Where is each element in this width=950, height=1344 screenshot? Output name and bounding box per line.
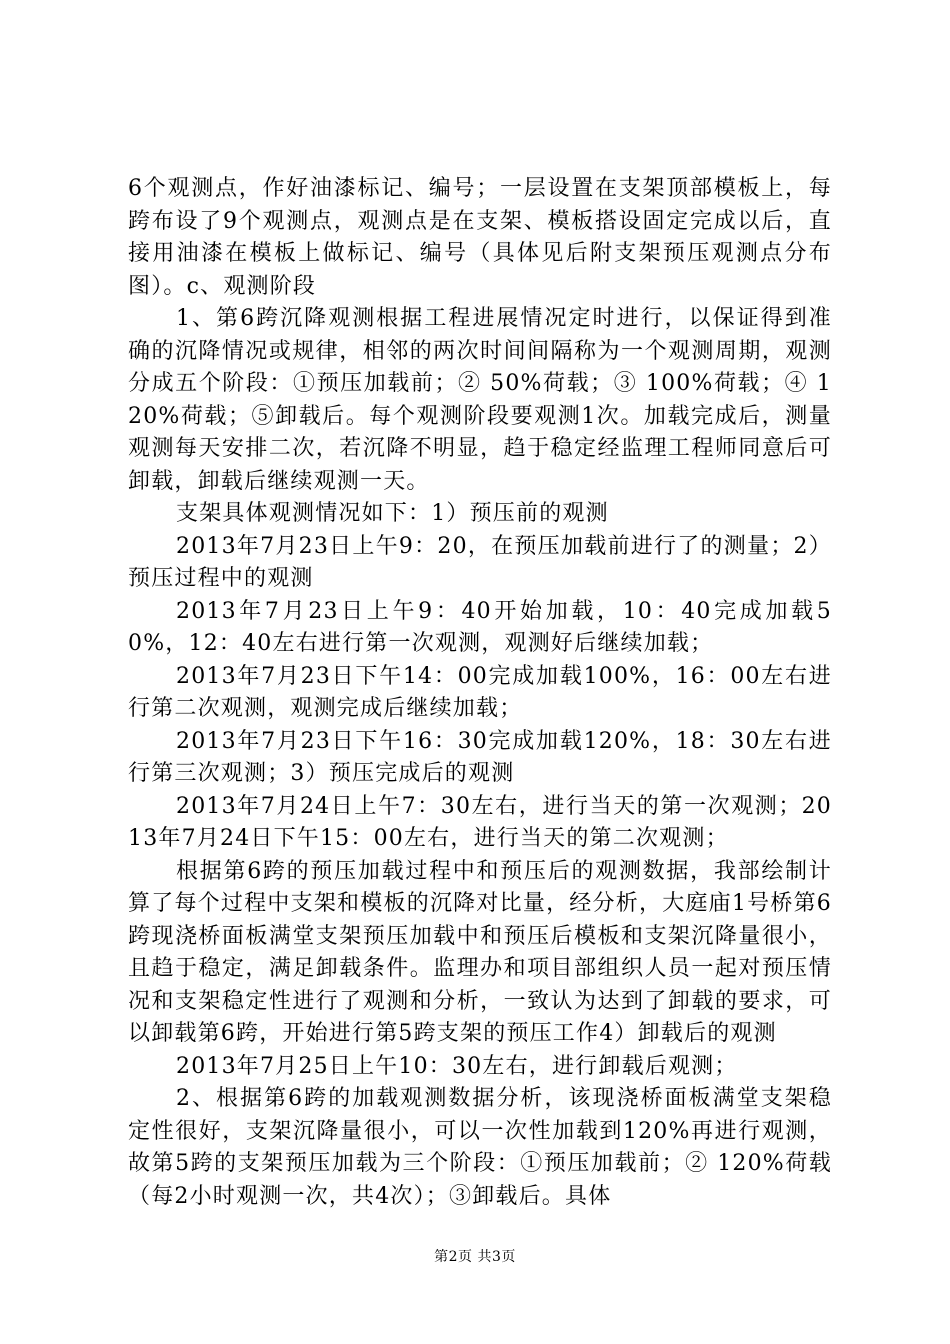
paragraph-8: 2013年7月24日上午7：30左右，进行当天的第一次观测；2013年7月24日下午15：00左右，进行当天的第二次观测； bbox=[128, 793, 832, 851]
paragraph-1: 6个观测点，作好油漆标记、编号；一层设置在支架顶部模板上，每跨布设了9个观测点，观测点是在支架、模板搭设固定完成以后，直接用油漆在模板上做标记、编号（具体见后附支架预压观测点分布图）。c、观测阶段 bbox=[128, 176, 832, 299]
paragraph-11: 2、根据第6跨的加载观测数据分析，该现浇桥面板满堂支架稳定性很好，支架沉降量很小，可以一次性加载到120%再进行观测，故第5跨的支架预压加载为三个阶段：①预压加载前；② 120%荷载（每2小时观测一次，共4次）；③卸载后。具体 bbox=[128, 1086, 832, 1209]
paragraph-4: 2013年7月23日上午9：20，在预压加载前进行了的测量；2）预压过程中的观测 bbox=[128, 533, 832, 591]
paragraph-10: 2013年7月25日上午10：30左右，进行卸载后观测； bbox=[176, 1053, 738, 1079]
paragraph-5: 2013年7月23日上午9：40开始加载，10：40完成加载50%，12：40左右进行第一次观测，观测好后继续加载； bbox=[128, 598, 832, 656]
paragraph-7: 2013年7月23日下午16：30完成加载120%，18：30左右进行第三次观测；3）预压完成后的观测 bbox=[128, 728, 832, 786]
document-body bbox=[128, 173, 832, 1213]
paragraph-2: 1、第6跨沉降观测根据工程进展情况定时进行，以保证得到准确的沉降情况或规律，相邻的两次时间间隔称为一个观测周期，观测分成五个阶段：①预压加载前；② 50%荷载；③ 100%荷载；④ 120%荷载；⑤卸载后。每个观测阶段要观测1次。加载完成后，测量观测每天安排二次，若沉降不明显，趋于稳定经监理工程师同意后可卸载，卸载后继续观测一天。 bbox=[128, 306, 832, 494]
paragraph-3: 支架具体观测情况如下：1）预压前的观测 bbox=[176, 501, 609, 526]
paragraph-9: 根据第6跨的预压加载过程中和预压后的观测数据，我部绘制计算了每个过程中支架和模板的沉降对比量，经分析，大庭庙1号桥第6跨现浇桥面板满堂支架预压加载中和预压后模板和支架沉降量很小，且趋于稳定，满足卸载条件。监理办和项目部组织人员一起对预压情况和支架稳定性进行了观测和分析，一致认为达到了卸载的要求，可以卸载第6跨，开始进行第5跨支架的预压工作4）卸载后的观测 bbox=[128, 858, 832, 1046]
paragraph-6: 2013年7月23日下午14：00完成加载100%，16：00左右进行第二次观测，观测完成后继续加载； bbox=[128, 663, 832, 721]
page-number-footer: 第2页 共3页 bbox=[434, 1249, 516, 1265]
